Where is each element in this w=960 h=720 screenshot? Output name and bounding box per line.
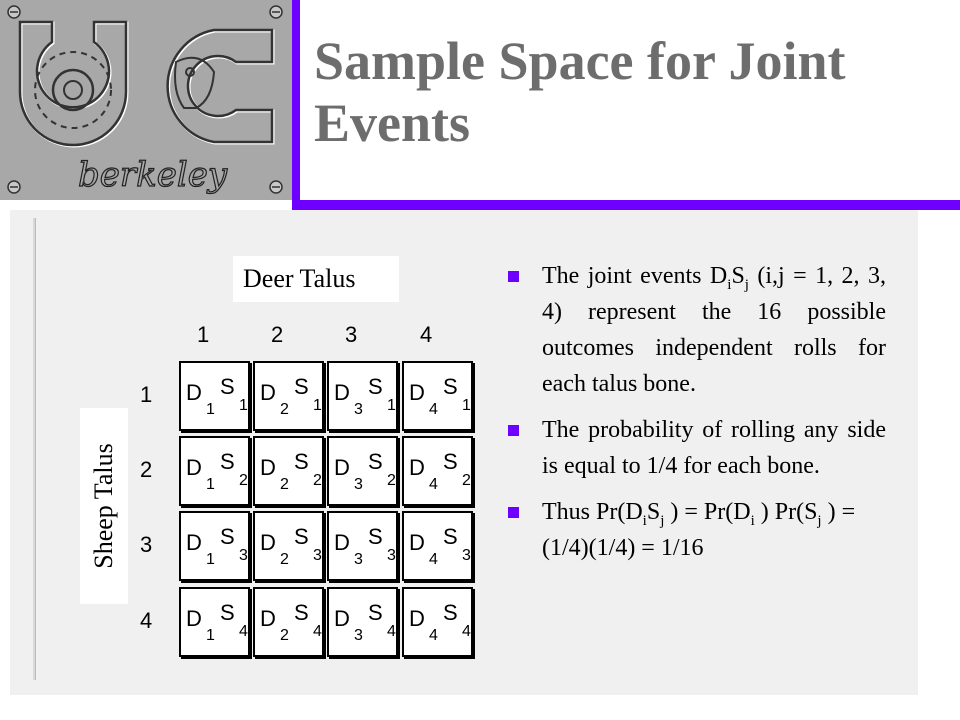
- outcome-cell: [327, 361, 398, 431]
- slide-title: Sample Space for Joint Events: [314, 31, 846, 153]
- deer-index: 1: [206, 551, 215, 568]
- deer-letter: D: [260, 380, 276, 405]
- bullet-square-icon: [508, 271, 519, 282]
- deer-letter: D: [409, 606, 425, 631]
- sheep-letter: S: [443, 449, 458, 474]
- deer-index: 4: [429, 476, 438, 493]
- deer-index: 3: [354, 551, 363, 568]
- sheep-index: 3: [462, 547, 471, 564]
- sheep-index: 4: [313, 623, 322, 640]
- panel-divider: [33, 218, 36, 680]
- deer-index: 3: [354, 627, 363, 644]
- sheep-index: 1: [239, 397, 248, 414]
- sheep-letter: S: [443, 600, 458, 625]
- sheep-index: 3: [313, 547, 322, 564]
- sheep-index: 4: [239, 623, 248, 640]
- deer-letter: D: [186, 606, 202, 631]
- deer-index: 4: [429, 401, 438, 418]
- deer-index: 2: [280, 401, 289, 418]
- bullet-square-icon: [508, 507, 519, 518]
- sheep-letter: S: [294, 449, 309, 474]
- outcome-cell: [402, 436, 473, 506]
- sheep-index: 1: [462, 397, 471, 414]
- outcome-cell: [253, 361, 324, 431]
- outcome-cell: [179, 436, 250, 506]
- outcome-cell: [179, 361, 250, 431]
- deer-index: 4: [429, 627, 438, 644]
- row-number: 2: [140, 457, 153, 482]
- bullet-text-joint-events: The joint events $D_iS_j$ (i,j = 1, 2, 3, 4) represent the 16 possible outcomes independent rolls for each talus bone.: [542, 263, 886, 397]
- sheep-letter: S: [220, 524, 235, 549]
- sheep-letter: S: [368, 449, 383, 474]
- sheep-letter: S: [368, 374, 383, 399]
- sheep-letter: S: [443, 374, 458, 399]
- sheep-letter: S: [368, 600, 383, 625]
- bullet-square-icon: [508, 425, 519, 436]
- outcome-cell: [327, 587, 398, 657]
- bullet-text-probability: The probability of rolling any side is equal to 1/4 for each bone.: [542, 417, 886, 479]
- logo-text: berkeley: [78, 155, 228, 195]
- sheep-letter: S: [220, 600, 235, 625]
- sheep-index: 4: [387, 623, 396, 640]
- deer-letter: D: [334, 530, 350, 555]
- deer-index: 1: [206, 476, 215, 493]
- deer-index: 1: [206, 401, 215, 418]
- deer-index: 2: [280, 551, 289, 568]
- deer-letter: D: [334, 455, 350, 480]
- deer-letter: D: [186, 530, 202, 555]
- accent-bar-horizontal: [292, 200, 960, 210]
- outcome-cell: [327, 436, 398, 506]
- deer-index: 2: [280, 476, 289, 493]
- deer-letter: D: [186, 380, 202, 405]
- sheep-talus-label: [80, 408, 128, 604]
- deer-letter: D: [409, 380, 425, 405]
- bullet-item: [508, 258, 886, 402]
- deer-letter: D: [260, 530, 276, 555]
- sheep-index: 4: [462, 623, 471, 640]
- bullet-item: [508, 494, 886, 566]
- deer-letter: D: [260, 455, 276, 480]
- logo-graphic: [0, 0, 292, 200]
- sheep-letter: S: [294, 524, 309, 549]
- deer-letter: D: [409, 530, 425, 555]
- sheep-letter: S: [443, 524, 458, 549]
- uc-berkeley-logo: [0, 0, 292, 200]
- bullet-item: [508, 412, 886, 484]
- deer-letter: D: [334, 606, 350, 631]
- sheep-letter: S: [294, 600, 309, 625]
- row-number: 4: [140, 608, 153, 633]
- accent-bar-vertical: [292, 0, 300, 210]
- deer-letter: D: [409, 455, 425, 480]
- deer-letter: D: [260, 606, 276, 631]
- outcome-cell: [179, 511, 250, 581]
- sheep-letter: S: [220, 374, 235, 399]
- sheep-index: 3: [387, 547, 396, 564]
- bullet-list: [508, 258, 886, 576]
- outcome-cell: [253, 511, 324, 581]
- bullet-text-formula: Thus $Pr(D_iS_j$ ) = $Pr(D_i$ ) $Pr(S_j$ ) = (1/4)(1/4) = 1/16: [542, 499, 856, 561]
- deer-letter: D: [334, 380, 350, 405]
- outcome-cell: [402, 511, 473, 581]
- sheep-index: 1: [313, 397, 322, 414]
- outcome-cell: [327, 511, 398, 581]
- outcome-cell: [179, 587, 250, 657]
- deer-index: 1: [206, 627, 215, 644]
- column-number: 1: [197, 322, 210, 347]
- sheep-index: 2: [387, 472, 396, 489]
- sheep-index: 2: [239, 472, 248, 489]
- outcome-cell: [402, 587, 473, 657]
- sheep-index: 2: [462, 472, 471, 489]
- sheep-letter: S: [368, 524, 383, 549]
- outcome-cell: [253, 587, 324, 657]
- deer-talus-label: Deer Talus: [233, 256, 399, 302]
- sheep-letter: S: [220, 449, 235, 474]
- sheep-letter: S: [294, 374, 309, 399]
- deer-index: 4: [429, 551, 438, 568]
- column-number: 3: [345, 322, 358, 347]
- sheep-index: 2: [313, 472, 322, 489]
- column-number: 4: [420, 322, 433, 347]
- row-number: 3: [140, 532, 153, 557]
- column-number: 2: [271, 322, 284, 347]
- deer-index: 3: [354, 476, 363, 493]
- deer-letter: D: [186, 455, 202, 480]
- outcome-cell: [253, 436, 324, 506]
- outcome-cell: [402, 361, 473, 431]
- deer-index: 2: [280, 627, 289, 644]
- row-number: 1: [140, 382, 153, 407]
- sheep-talus-text: Sheep Talus: [89, 443, 118, 569]
- sheep-index: 3: [239, 547, 248, 564]
- deer-index: 3: [354, 401, 363, 418]
- sheep-index: 1: [387, 397, 396, 414]
